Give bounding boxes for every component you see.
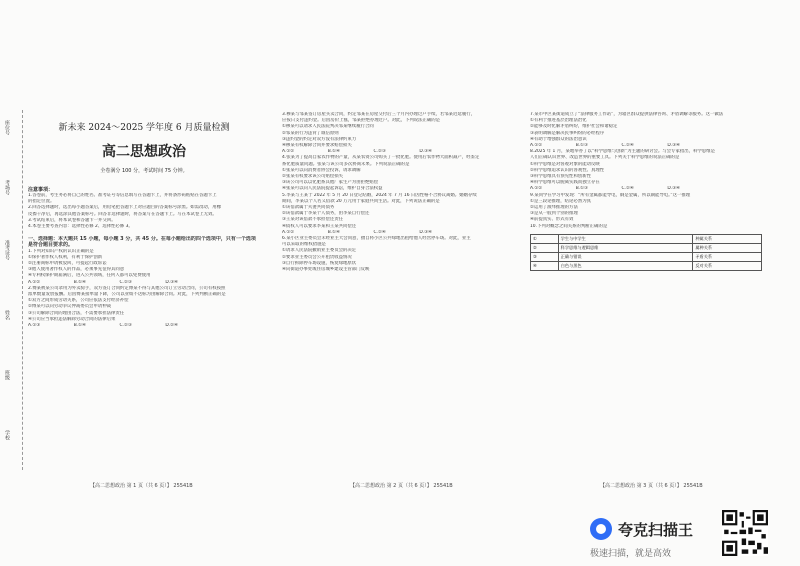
answer-options: A.①② B.①④ C.②④ D.③④ [282, 229, 432, 235]
notice-title: 注意事项： [28, 187, 54, 193]
question-line: 5.李某与王某于 2022 年 5 月 20 日登记结婚，2024 年 7 月 16 日因性格不合协议离婚。婚姻存续 [282, 192, 477, 198]
page-footer-2: 【高二思想政治 第 2 页（共 6 页）】 25541B [350, 483, 453, 489]
answer-options: A.①② B.①④ C.②③ D.③④ [282, 149, 432, 155]
exam-subject: 高二思想政治 [102, 144, 186, 160]
scanner-slogan: 极速扫描，就是高效 [590, 549, 672, 559]
page-footer-3: 【高二思想政治 第 3 页（共 6 页）】 25541B [600, 483, 703, 489]
notice-line: 3.考试结束后，将本试卷和答题卡一并交回。 [28, 217, 116, 223]
binding-strip [0, 110, 23, 470]
page-footer-1: 【高二思想政治 第 1 页（共 6 页）】 25541B [90, 483, 193, 489]
question-line: ③王某对该借款不承担偿还责任 [282, 217, 344, 223]
table-row: ③ 正确与错误 矛盾关系 [531, 252, 762, 261]
question-line: ②运用了演绎推理的方法 [530, 205, 578, 211]
question-line: 可以采取的维权措施是 [282, 242, 326, 248]
question-line: ④专利权保护期届满后，进入公共领域，任何人都可以免费使用 [28, 273, 151, 279]
question-line: 应按日支付违约金。后因房价上涨，邹某拒绝办理过户。对此，下列说法正确的是 [282, 118, 441, 124]
question-line: ④科学思维可以脱离实践而独立存在 [530, 180, 600, 186]
question-line: 2.傅某被某公司录用为外卖骑手，双方签订合同约定傅某不得与其他公司订立劳动合同，公司有权按照 [28, 285, 226, 291]
question-line: ①请求人民法院撤销业主委员会的决定 [282, 248, 357, 254]
answer-options: A.①③ B.①④ C.②③ D.②④ [28, 323, 178, 329]
binding-label-seat: 座位号 [4, 120, 10, 135]
question-line: ①张某可以向消费者协会投诉，请求调解 [282, 167, 361, 173]
question-line: ④债权人可以要求李某和王某共同偿还 [282, 223, 357, 229]
question-line: ④穆某有权解除合同并要求赔偿损失 [282, 143, 352, 149]
answer-options: A.①② B.①③ C.②④ D.③④ [530, 186, 680, 192]
question-line: ④向街道办事处或住房城乡建设主管部门反映 [282, 267, 370, 273]
concept-table [530, 234, 762, 271]
question-line: ①保护著作权人权利，有利于保护创新 [28, 254, 103, 260]
question-line: ④张某可以向人民法院提起诉讼，维护自身合法权益 [282, 186, 383, 192]
binding-label-room: 考场号 [4, 180, 10, 195]
question-line: 7.某市甲区某街道成立了“法律服务工作站”，为辖区群众提供法律咨询、矛盾调解等服务。这一做法 [530, 112, 724, 117]
question-line: 人们正确认识世界、改造世界的重要工具。下列关于科学思维的说法正确的是 [530, 155, 680, 161]
table-row: ② 科学思维与逻辑思维 属种关系 [531, 243, 762, 252]
question-line: ②科学思维追求认识的客观性、真理性 [530, 167, 605, 173]
score-info: 全卷满分 100 分，考试时间 75 分钟。 [100, 168, 188, 174]
question-line: ③他人使用著作权人的作品，必须事先征得其同意 [28, 267, 125, 273]
question-line: ②注册商标申请被驳回，可提起行政诉讼 [28, 261, 107, 267]
question-line: ①该借款属于夫妻共同债务 [282, 205, 335, 211]
qr-code-icon [722, 510, 768, 556]
question-line: 3.穆某与邹某签订房屋买卖合同，约定邹某在房屋交付后三个月内办理过户手续，若邹某迟延履行， [282, 112, 475, 117]
question-line: 10.下列对概念之间关系的判断正确的是 [530, 223, 608, 229]
question-line: ③科学思维具有预见性和创新性 [530, 174, 592, 180]
notice-line: 1.答卷前，考生务必将自己的姓名、准考证号等信息填写在答题卡上，并将条形码粘贴在答题卡上 [28, 193, 217, 198]
question-line: ②张某有权要求该公司赔偿损失 [282, 174, 344, 180]
binding-label-name: 姓名 [4, 310, 10, 320]
question-line: ②傅某可以向劳动争议仲裁委员会申请仲裁 [28, 304, 111, 310]
notice-line: 2.回答选择题时，选出每小题答案后，用铅笔把答题卡上对应题目的答案标号涂黑。如需改动，用橡 [28, 205, 221, 211]
question-line: ②邹某的行为违背了诚信原则 [282, 130, 339, 136]
answer-options: A.①② B.①④ C.②③ D.③④ [28, 279, 178, 285]
question-line: ③违约金的约定对双方没有法律约束力 [282, 136, 357, 142]
question-line: ①是三段论推理，结论必然为真 [530, 198, 592, 204]
binding-label-class: 班级 [4, 370, 10, 380]
exam-page-3 [530, 112, 770, 464]
binding-label-school: 学校 [4, 430, 10, 440]
question-line: ④公司应当承担违法解除劳动合同的法律后果 [28, 316, 116, 322]
question-line: ②要求业主委员会公开租赁收益情况 [282, 254, 352, 260]
question-line: ③公司解除合同的理由合法，不需要承担法律责任 [28, 310, 125, 316]
question-line: 派单数量发放报酬。后因傅某接单量下降，公司以业绩不达标为由解除合同。对此，下列判断正确的是 [28, 292, 226, 298]
question-line: 9.某同学在学习中发现：“所有金属都能导电，铜是金属，所以铜能导电。”这一推理 [530, 192, 691, 198]
question-line: ④有助于增强群众的法治意识 [530, 136, 587, 142]
question-line: 系化肥质量问题。张某与该公司多次协商未果。下列说法正确的是 [282, 161, 410, 167]
notice-line: 4.本卷主要考查内容：选择性必修 2、选择性必修 3。 [28, 224, 133, 230]
question-line: ③该公司可以以化肥系其他厂家生产为由拒绝赔偿 [282, 180, 379, 186]
question-line: ④前提真实、形式有效 [530, 217, 574, 223]
table-row: ① 学生与中学生 种属关系 [531, 234, 762, 243]
exam-page-1 [28, 112, 260, 464]
section-title: 一、选择题：本大题共 15 小题，每小题 3 分，共 45 分。在每小题给出的四个选项中，只有一个选项是符合题目要求的。 [28, 236, 256, 249]
table-row: ④ 白色与黑色 反对关系 [531, 261, 762, 270]
question-line: 8.2025 年 1 月，某地举办了以“科学思维与创新”为主题的研讨会。与会专家指出，科学思维是 [530, 149, 715, 155]
question-line: 1.下列对知识产权的认识正确的是 [28, 248, 94, 254]
question-line: ①有利于推进基层治理法治化 [530, 118, 587, 124]
exam-title: 新未来 2024～2025 学年度 6 月质量检测 [58, 123, 230, 133]
notice-line: 的指定位置。 [28, 199, 55, 205]
question-line: 4.张某为了提高自家农作物的产量，从某农资公司购买了一批化肥。使用后农作物大面积减产，经鉴定 [282, 155, 480, 161]
question-line: ②能够及时化解矛盾纠纷，维护社会和谐稳定 [530, 124, 618, 130]
scanner-brand-name: 夸克扫描王 [618, 520, 694, 539]
question-line: ①科学思维是对客观对象的能动反映 [530, 161, 600, 167]
exam-page-2 [282, 112, 520, 464]
question-line: ③是从一般到个别的推理 [530, 211, 578, 217]
question-line: ①双方之间形成劳动关系，公司应依法支付经济补偿 [28, 298, 129, 304]
notice-line: 皮擦干净后，再选涂其他答案标号。回答非选择题时，将答案写在答题卡上。写在本试卷上无效。 [28, 211, 217, 217]
scanner-brand [590, 518, 693, 540]
answer-options: A.①② B.①③ C.②④ D.③④ [530, 143, 680, 149]
question-line: ③表明调解是解决民事纠纷的必经程序 [530, 130, 605, 136]
scanner-logo-icon [590, 518, 612, 540]
question-line: ②该借款属于李某个人债务，由李某自行偿还 [282, 211, 370, 217]
question-line: 6.某小区业主委员会未经业主大会同意，擅自将小区公共绿地出租给他人经营停车场。对此，业主 [282, 236, 471, 242]
question-line: ①穆某可以请求人民法院判决邹某继续履行合同 [282, 124, 374, 130]
question-line: ③自行拆除停车场设施，恢复绿地原状 [282, 260, 357, 266]
binding-label-ticket: 准考证号 [4, 240, 10, 260]
question-line: 期间，李某以个人名义借款 20 万元用于家庭共同生活。对此，下列说法正确的是 [282, 198, 440, 204]
